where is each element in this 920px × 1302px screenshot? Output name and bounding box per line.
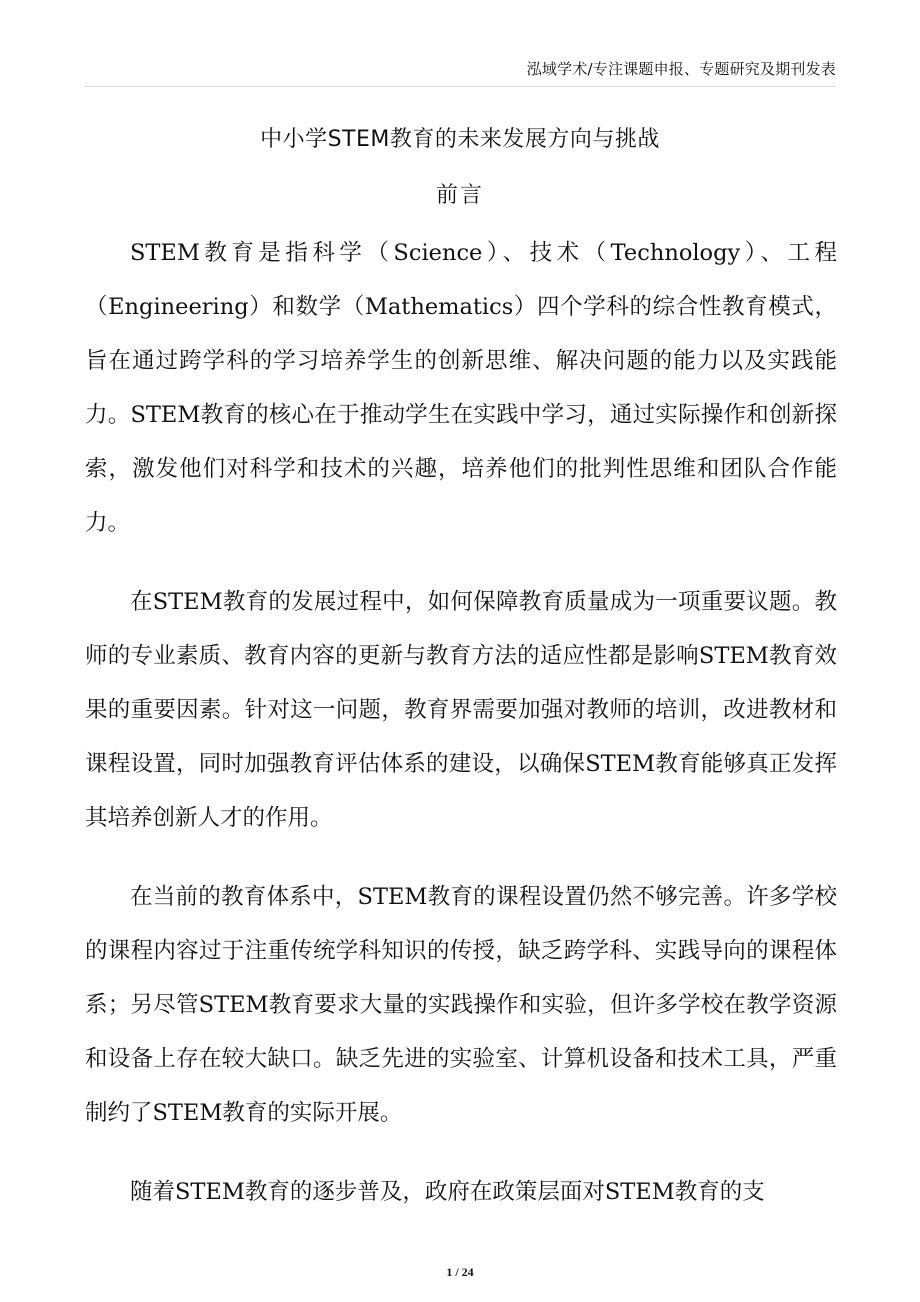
page-number: 1 / 24 xyxy=(446,1265,474,1279)
header-divider xyxy=(84,86,836,87)
document-title: 中小学STEM教育的未来发展方向与挑战 xyxy=(260,127,660,152)
document-body xyxy=(85,226,837,1244)
page-header: 泓域学术/专注课题申报、专题研究及期刊发表 xyxy=(526,60,836,78)
paragraph: STEM教育是指科学（Science）、技术（Technology）、工程（Engineering）和数学（Mathematics）四个学科的综合性教育模式，旨在通过跨学科的学习培养学生的创新思维、解决问题的能力以及实践能力。STEM教育的核心在于推动学生在实践中学习，通过实际操作和创新探索，激发他们对科学和技术的兴趣，培养他们的批判性思维和团队合作能力。 xyxy=(85,240,837,536)
paragraph: 随着STEM教育的逐步普及，政府在政策层面对STEM教育的支 xyxy=(130,1179,765,1205)
section-heading: 前言 xyxy=(435,183,484,208)
paragraph: 在STEM教育的发展过程中，如何保障教育质量成为一项重要议题。教师的专业素质、教育内容的更新与教育方法的适应性都是影响STEM教育效果的重要因素。针对这一问题，教育界需要加强对教师的培训，改进教材和课程设置，同时加强教育评估体系的建设，以确保STEM教育能够真正发挥其培养创新人才的作用。 xyxy=(85,589,837,831)
paragraph: 在当前的教育体系中，STEM教育的课程设置仍然不够完善。许多学校的课程内容过于注重传统学科知识的传授，缺乏跨学科、实践导向的课程体系；另尽管STEM教育要求大量的实践操作和实验，但许多学校在教学资源和设备上存在较大缺口。缺乏先进的实验室、计算机设备和技术工具，严重制约了STEM教育的实际开展。 xyxy=(85,884,837,1126)
